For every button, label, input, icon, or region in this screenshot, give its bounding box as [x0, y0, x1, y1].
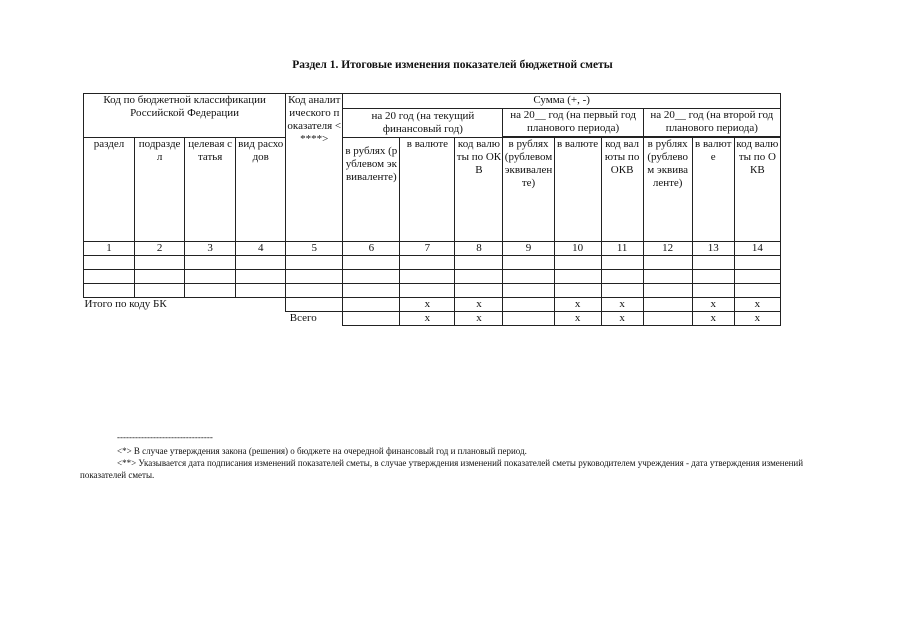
vsego-label: Всего	[286, 312, 343, 326]
col-p2-okv-header: код валюты по ОКВ	[601, 138, 643, 242]
x-mark: х	[734, 298, 780, 312]
col-podrazdel-header: подраздел	[135, 138, 185, 242]
col-number: 11	[601, 242, 643, 256]
section-title: Раздел 1. Итоговые изменения показателей бюджетной сметы	[292, 59, 613, 71]
x-mark: х	[455, 312, 503, 326]
analytic-code-header: Код аналитического показателя <****>	[286, 94, 343, 242]
col-number: 2	[135, 242, 185, 256]
col-p2-rub-header: в рублях (рублевом эквиваленте)	[503, 138, 554, 242]
col-number: 9	[503, 242, 554, 256]
itogo-label: Итого по коду БК	[84, 298, 167, 310]
x-mark: х	[400, 312, 455, 326]
col-number: 10	[554, 242, 601, 256]
sum-group-header: Сумма (+, -)	[343, 94, 781, 109]
table-row	[84, 270, 781, 284]
col-p3-currency-header: в валюте	[692, 138, 734, 242]
x-mark: х	[455, 298, 503, 312]
x-mark: х	[601, 312, 643, 326]
col-number: 3	[185, 242, 236, 256]
col-vid-rashodov-header: вид расходов	[236, 138, 286, 242]
col-number: 1	[84, 242, 135, 256]
col-p1-currency-header: в валюте	[400, 138, 455, 242]
x-mark: х	[692, 298, 734, 312]
col-p3-okv-header: код валюты по ОКВ	[734, 138, 780, 242]
table-row	[84, 284, 781, 298]
x-mark: х	[554, 312, 601, 326]
col-number: 14	[734, 242, 780, 256]
budget-changes-table	[83, 93, 781, 326]
col-p1-rub-header: в рублях (рублевом эквиваленте)	[343, 138, 400, 242]
x-mark: х	[692, 312, 734, 326]
column-numbers-row	[84, 242, 781, 256]
col-razdel-header: раздел	[84, 138, 135, 242]
table-row	[84, 256, 781, 270]
col-number: 8	[455, 242, 503, 256]
col-number: 5	[286, 242, 343, 256]
col-number: 13	[692, 242, 734, 256]
x-mark: х	[400, 298, 455, 312]
col-p1-okv-header: код валюты по ОКВ	[455, 138, 503, 242]
x-mark: х	[554, 298, 601, 312]
col-number: 6	[343, 242, 400, 256]
period3-header: на 20__ год (на второй год планового периода)	[643, 109, 780, 137]
col-p2-currency-header: в валюте	[554, 138, 601, 242]
kbk-group-header: Код по бюджетной классификации Российской Федерации	[84, 94, 286, 138]
period1-header: на 20 год (на текущий финансовый год)	[343, 109, 503, 138]
col-celevaya-statya-header: целевая статья	[185, 138, 236, 242]
col-number: 7	[400, 242, 455, 256]
x-mark: х	[734, 312, 780, 326]
col-number: 4	[236, 242, 286, 256]
footnote-1: <*> В случае утверждения закона (решения) о бюджете на очередной финансовый год и плановый период.	[117, 446, 527, 456]
col-p3-rub-header: в рублях (рублевом эквиваленте)	[643, 138, 692, 242]
period2-header: на 20__ год (на первый год планового периода)	[503, 109, 643, 137]
itogo-row	[84, 298, 781, 312]
footnote-2: <**> Указывается дата подписания изменений показателей сметы, в случае утверждения изменений показателей сметы руководителем учреждения - дата утверждения изменений показателей сметы.	[80, 458, 804, 480]
x-mark: х	[601, 298, 643, 312]
footnote-separator: --------------------------------	[117, 432, 213, 442]
col-number: 12	[643, 242, 692, 256]
vsego-row	[84, 312, 781, 326]
